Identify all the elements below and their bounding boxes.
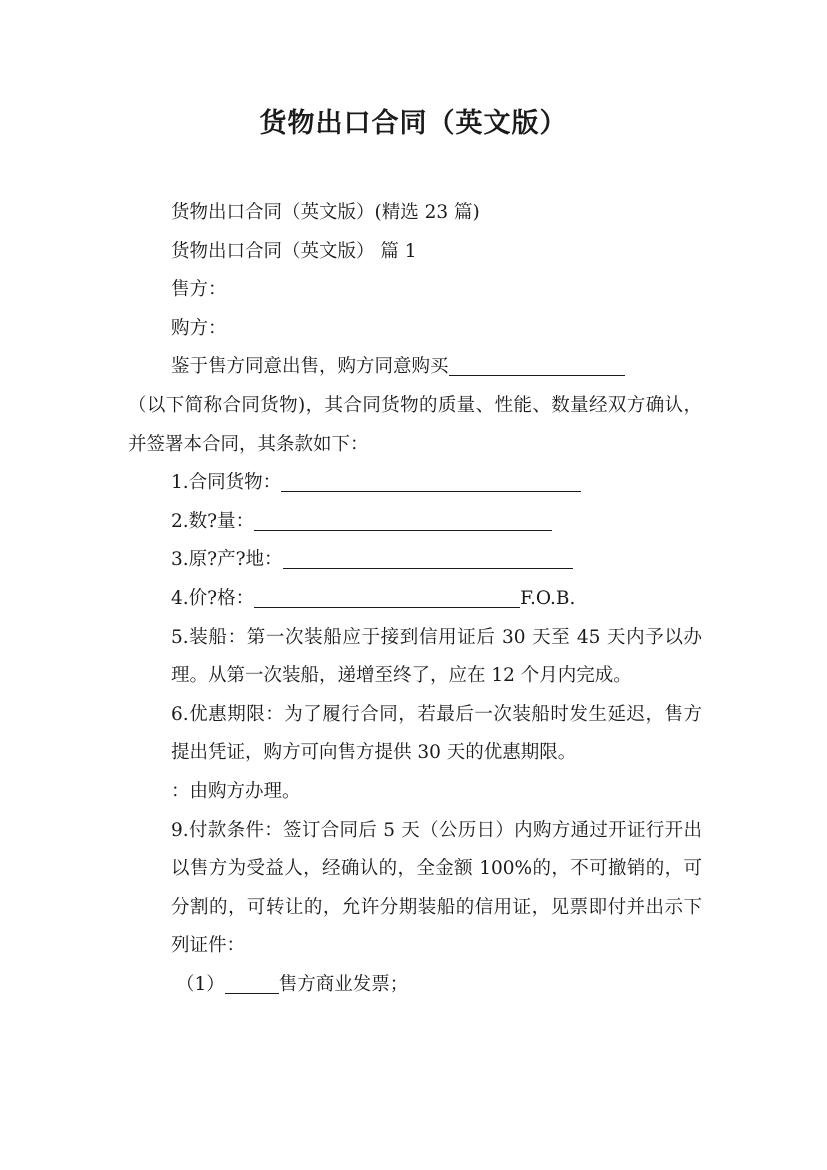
clause-contract-goods bbox=[128, 464, 702, 503]
clause-quantity bbox=[128, 503, 702, 542]
paragraph-preamble bbox=[128, 348, 702, 387]
clause-grace-period: 6.优惠期限：为了履行合同，若最后一次装船时发生延迟，售方提出凭证，购方可向售方提供 30 天的优惠期限。 bbox=[171, 703, 702, 764]
paragraph-seller: 售方： bbox=[171, 279, 227, 301]
preamble-text: 鉴于售方同意出售，购方同意购买 bbox=[171, 356, 449, 378]
paragraph-subtitle: 货物出口合同（英文版）(精选 23 篇) bbox=[171, 202, 480, 223]
price-term: F.O.B. bbox=[520, 587, 576, 609]
paragraph-preamble-continued: （以下简称合同货物)，其合同货物的质量、性能、数量经双方确认，并签署本合同，其条款如下： bbox=[128, 394, 702, 455]
invoice-blank-line bbox=[225, 971, 279, 994]
clause-handled-by-buyer: ：由购方办理。 bbox=[171, 780, 301, 802]
list-item-text: 售方商业发票； bbox=[278, 973, 409, 995]
paragraph-section-heading: 货物出口合同（英文版） 篇 1 bbox=[171, 240, 417, 262]
clause-shipment: 5.装船：第一次装船应于接到信用证后 30 天至 45 天内予以办理。从第一次装船，递增至终了，应在 12 个月内完成。 bbox=[171, 626, 702, 687]
quantity-blank-line bbox=[254, 508, 552, 531]
goods-blank-line bbox=[449, 353, 625, 376]
clause-origin-label: 3.原?产?地： bbox=[171, 549, 283, 571]
clause-quantity-label: 2.数?量： bbox=[171, 510, 255, 532]
clause-payment-terms: 9.付款条件：签订合同后 5 天（公历日）内购方通过开证行开出以售方为受益人，经确认的，全金额 100%的，不可撤销的，可分割的，可转让的，允许分期装船的信用证，见票即付并出示下列证件： bbox=[171, 819, 702, 957]
clause-contract-goods-label: 1.合同货物： bbox=[171, 472, 282, 494]
list-item-number: （1） bbox=[176, 973, 225, 995]
clause-price-label: 4.价?格： bbox=[171, 587, 255, 609]
list-item-commercial-invoice bbox=[128, 966, 702, 1005]
contract-goods-blank-line bbox=[281, 469, 581, 492]
document-title: 货物出口合同（英文版） bbox=[259, 108, 568, 139]
clause-origin bbox=[128, 541, 702, 580]
origin-blank-line bbox=[283, 546, 573, 569]
paragraph-buyer: 购方： bbox=[171, 317, 227, 339]
document-body bbox=[128, 194, 702, 1004]
clause-price bbox=[128, 580, 702, 619]
price-blank-line bbox=[254, 585, 520, 608]
